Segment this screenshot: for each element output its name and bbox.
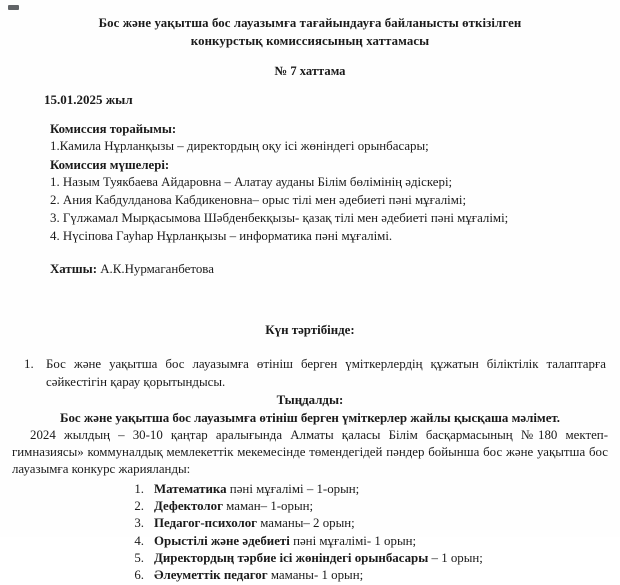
vacancy-item xyxy=(0,481,620,498)
agenda-heading: Күн тәртібінде: xyxy=(265,323,355,338)
heard-lead: Бос және уақытша бос лауазымға өтініш берген үміткерлер жайлы қысқаша мәлімет. xyxy=(59,410,561,425)
vacancy-text xyxy=(154,567,363,584)
vacancy-text xyxy=(154,533,416,550)
vacancy-detail: – 1 орын; xyxy=(428,550,483,565)
vacancy-number: 3. xyxy=(134,516,144,531)
secretary-label: Хатшы: xyxy=(50,262,97,277)
vacancy-number: 2. xyxy=(134,498,144,513)
vacancy-number: 4. xyxy=(134,533,144,548)
vacancy-number: 5. xyxy=(134,550,144,565)
document-title-line-1: Бос және уақытша бос лауазымға тағайындауға байланысты өткізілген xyxy=(98,16,522,30)
vacancy-text xyxy=(154,481,359,498)
vacancy-item xyxy=(0,515,620,532)
chair-person: 1.Камила Нұрланқызы – директордың оқу ісі жөніндегі орынбасары; xyxy=(50,139,429,154)
vacancy-subject: Әлеуметтік педагог xyxy=(154,568,268,583)
vacancy-number: 1. xyxy=(134,481,144,496)
document-date: 15.01.2025 жыл xyxy=(44,92,133,108)
heard-heading: Тыңдалды: xyxy=(276,392,344,407)
vacancy-detail: маманы– 2 орын; xyxy=(257,516,355,531)
members-label: Комиссия мүшелері: xyxy=(50,158,170,173)
vacancy-subject: Педагог-психолог xyxy=(154,516,258,531)
vacancy-item xyxy=(0,550,620,567)
chair-label: Комиссия торайымы: xyxy=(50,122,177,137)
protocol-number: № 7 хаттама xyxy=(274,64,346,79)
vacancy-text xyxy=(154,498,313,515)
member-line: 1. Назым Туякбаева Айдаровна – Алатау ауданы Білім бөлімінің әдіскері; xyxy=(50,175,453,190)
agenda-item xyxy=(0,338,620,390)
vacancy-item xyxy=(0,498,620,515)
vacancy-detail: пәні мұғалімі- 1 орын; xyxy=(289,533,417,548)
vacancy-subject: Математика xyxy=(154,481,227,496)
scan-artifact xyxy=(8,5,19,10)
member-line: 4. Нүсіпова Гауһар Нұрланқызы – информатика пәні мұғалімі. xyxy=(50,229,393,244)
vacancy-number: 6. xyxy=(134,568,144,583)
member-line: 3. Гүлжамал Мырқасымова Шәбденбекқызы- қазақ тілі мен әдебиеті пәні мұғалімі; xyxy=(50,211,509,226)
member-line: 2. Ания Кабдулданова Кабдикеновна– орыс тілі мен әдебиеті пәні мұғалімі; xyxy=(50,193,467,208)
vacancy-item xyxy=(0,567,620,584)
secretary-name: А.К.Нурмаганбетова xyxy=(100,262,214,277)
vacancy-item xyxy=(0,533,620,550)
vacancy-text xyxy=(154,515,355,532)
heard-paragraph: 2024 жылдың – 30-10 қаңтар аралығында Алматы қаласы Білім басқармасының №180 мектеп-гимназиясы» коммуналдық мемлекеттік мекемесінде төмендегідей пәндер бойынша бос және уақытша бос лауазымға конкурс жарияланды: xyxy=(12,428,608,476)
vacancy-detail: пәні мұғалімі – 1-орын; xyxy=(226,481,360,496)
agenda-item-number: 1. xyxy=(24,357,34,372)
vacancy-detail: маманы- 1 орын; xyxy=(267,568,364,583)
vacancy-text xyxy=(154,550,483,567)
document-title xyxy=(0,0,620,50)
vacancy-subject: Орыстілі және әдебиеті xyxy=(154,533,290,548)
secretary-line xyxy=(0,245,620,277)
vacancy-subject: Директордың тәрбие ісі жөніндегі орынбасары xyxy=(154,550,429,565)
agenda-item-text: Бос және уақытша бос лауазымға өтініш берген үміткерлердің құжатын біліктілік талаптарға сәйкестігін қарау қорытындысы. xyxy=(46,357,606,389)
vacancy-detail: маман– 1-орын; xyxy=(222,498,314,513)
vacancy-list xyxy=(0,478,620,585)
document-title-line-2: конкурстық комиссиясының хаттамасы xyxy=(190,34,430,49)
vacancy-subject: Дефектолог xyxy=(154,498,223,513)
